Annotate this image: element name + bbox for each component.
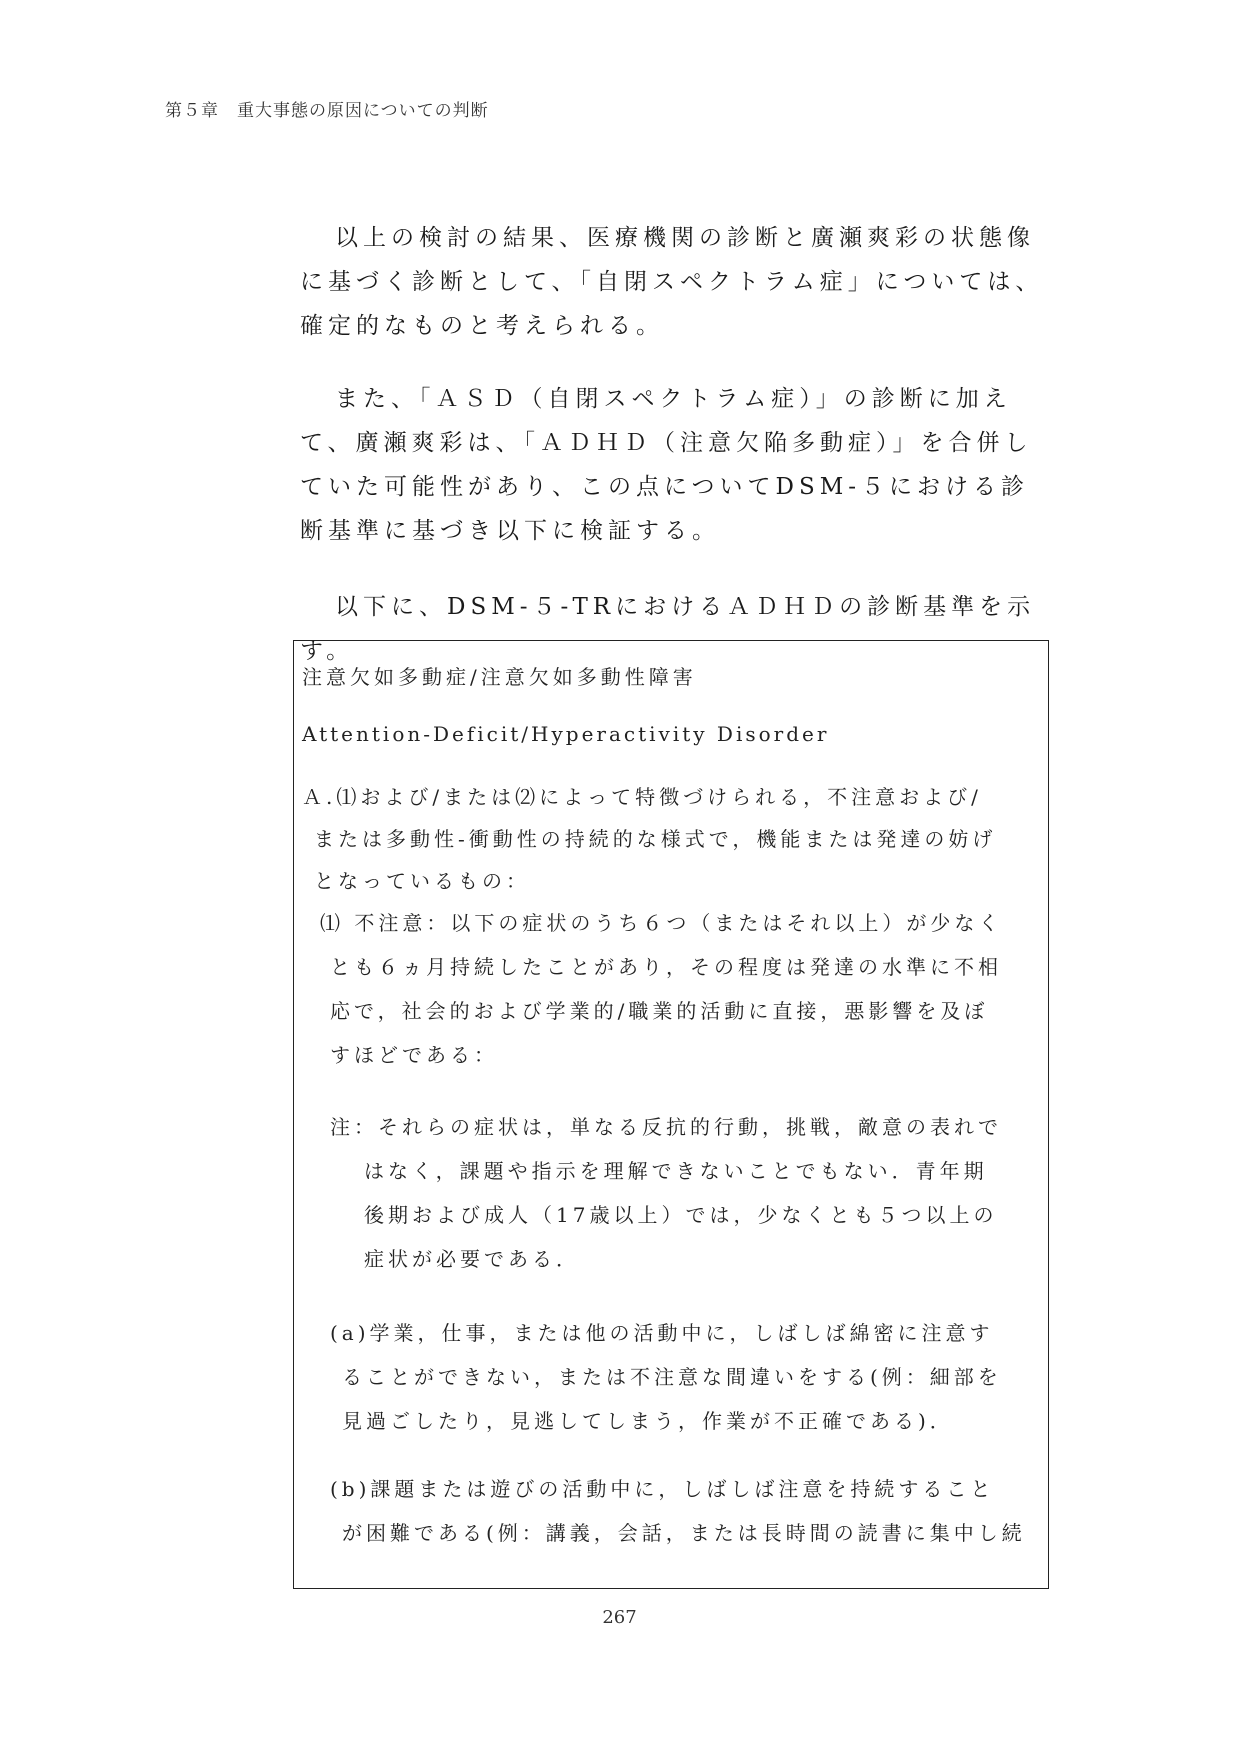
item-1-line: ⑴ 不注意：以下の症状のうち６つ（またはそれ以上）が少なく bbox=[320, 911, 1003, 935]
item-a-line: 見過ごしたり，見逃してしまう，作業が不正確である)． bbox=[342, 1409, 954, 1433]
criteria-title-en: Attention-Deficit/Hyperactivity Disorder bbox=[302, 722, 830, 746]
page-number: 267 bbox=[602, 1607, 637, 1628]
item-1-line: とも６ヵ月持続したことがあり，その程度は発達の水準に不相 bbox=[330, 955, 1002, 979]
body-paragraph bbox=[300, 216, 1048, 348]
criterion-a-line: Ａ.⑴および/または⑵によって特徴づけられる，不注意および/ bbox=[302, 785, 982, 809]
item-1-line: 応で，社会的および学業的/職業的活動に直接，悪影響を及ぼ bbox=[330, 999, 989, 1023]
body-paragraph bbox=[300, 377, 1048, 553]
item-a-line: (a)学業，仕事，または他の活動中に，しばしば綿密に注意す bbox=[330, 1321, 994, 1345]
item-1-line: すほどである： bbox=[330, 1043, 498, 1067]
criterion-a-line: または多動性-衝動性の持続的な様式で，機能または発達の妨げ bbox=[314, 827, 997, 851]
note-line: はなく，課題や指示を理解できないことでもない．青年期 bbox=[364, 1159, 988, 1183]
paragraph-text: 以下に、DSM-５-TRにおけるＡＤＨＤの診断基準を示す。 bbox=[300, 594, 1036, 664]
diagnostic-criteria-box bbox=[293, 640, 1049, 1589]
criteria-title-ja: 注意欠如多動症/注意欠如多動性障害 bbox=[302, 665, 697, 689]
item-b-line: (b)課題または遊びの活動中に，しばしば注意を持続すること bbox=[330, 1477, 995, 1501]
note-line: 症状が必要である． bbox=[364, 1247, 580, 1271]
item-b-line: が困難である(例：講義，会話，または長時間の読書に集中し続 bbox=[342, 1521, 1026, 1545]
item-a-line: ることができない，または不注意な間違いをする(例：細部を bbox=[342, 1365, 1002, 1389]
criterion-a-line: となっているもの： bbox=[314, 869, 530, 893]
note-line: 後期および成人（17歳以上）では，少なくとも５つ以上の bbox=[364, 1203, 998, 1227]
note-line: 注：それらの症状は，単なる反抗的行動，挑戦，敵意の表れで bbox=[330, 1115, 1002, 1139]
paragraph-text: 以上の検討の結果、医療機関の診断と廣瀬爽彩の状態像に基づく診断として、「自閉スペクトラム症」については、確定的なものと考えられる。 bbox=[300, 225, 1044, 339]
paragraph-text: また、「ＡＳＤ（自閉スペクトラム症）」の診断に加えて、廣瀬爽彩は、「ＡＤＨＤ（注意欠陥多動症）」を合併していた可能性があり、この点についてDSM-５における診断基準に基づき以下に検証する。 bbox=[300, 386, 1033, 544]
chapter-header: 第５章 重大事態の原因についての判断 bbox=[165, 101, 489, 121]
